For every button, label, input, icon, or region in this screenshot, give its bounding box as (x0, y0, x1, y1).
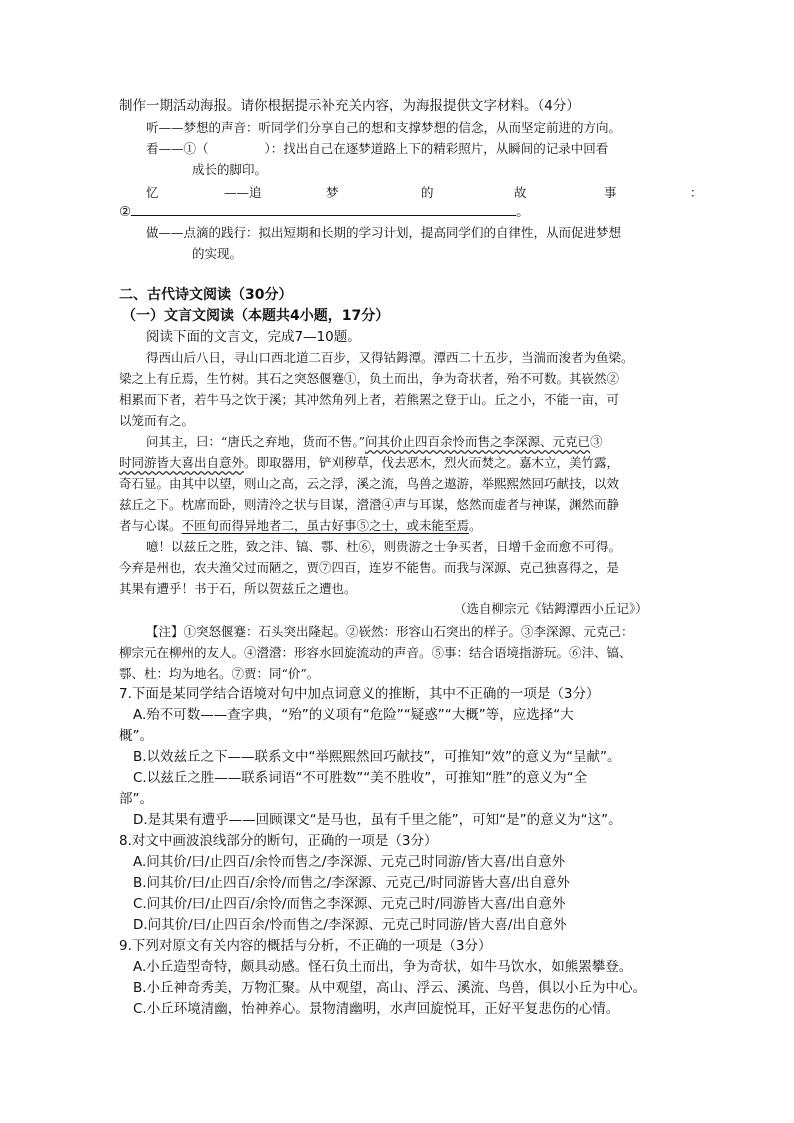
passage-line (146, 433, 603, 451)
poster-blank2-end: 。 (516, 204, 530, 220)
option-c-cont: 部”。 (119, 791, 153, 807)
passage-line: 兹丘之下。枕席而卧，则清泠之状与目谋，瀯瀯④声与耳谋，悠然而虚者与神谋，渊然而静 (119, 497, 620, 512)
poster-look-line (146, 140, 608, 158)
poster-look-rest: ）：找出自己在逐梦道路上下的精彩照片，从瞬间的记录中回看 (264, 141, 609, 156)
passage-plain: 问其主，曰：“唐氏之弃地，货而不售。” (146, 434, 366, 449)
passage-plain: 。即取器用，铲刈秽草，伐去恶木，烈火而焚之。嘉木立，美竹露， (244, 455, 620, 470)
option-a[interactable]: A.问其价/曰/止四百/余怜而售之/李深源、元克己时同游/皆大喜/出自意外 (133, 854, 566, 870)
option-a[interactable]: A.小丘造型奇特，颇具动感。怪石负土而出，争为奇状，如牛马饮水，如熊罴攀登。 (133, 959, 633, 975)
passage-source: （选自柳宗元《钴鉧潭西小丘记》） (454, 601, 648, 616)
passage-plain: 。 (469, 518, 482, 533)
section-instruction: 阅读下面的文言文，完成7—10题。 (146, 329, 361, 345)
passage-line: 噫！以兹丘之胜，致之沣、镐、鄠、杜⑥，则贵游之士争买者，日增千金而愈不可得。 (146, 539, 622, 554)
notes-line: 柳宗元在柳州的友人。④瀯瀯：形容水回旋流动的声音。⑤事：结合语境指游玩。⑥沣、镐、 (119, 645, 632, 660)
poster-recall-4: 故 (514, 185, 527, 200)
notes-line: 鄠、杜：均为地名。⑦贾：同“价”。 (119, 666, 320, 681)
passage-line: 以笼而有之。 (119, 413, 195, 428)
poster-recall-3: 的 (421, 185, 434, 200)
poster-look-cont: 成长的脚印。 (192, 162, 268, 177)
answer-blank-line[interactable] (131, 203, 516, 216)
poster-intro: 制作一期活动海报。请你根据提示补充关内容，为海报提供文字材料。（4分） (119, 98, 580, 114)
question-stem: 9.下列对原文有关内容的概括与分析，不正确的一项是（3分） (119, 938, 492, 954)
passage-line (119, 454, 619, 472)
option-a-cont: 概”。 (119, 728, 153, 744)
poster-blank2-mark: ② (119, 204, 132, 220)
poster-recall-5: 事 (604, 185, 617, 200)
option-b[interactable]: B.小丘神奇秀美，万物汇聚。从中观望，高山、浮云、溪流、鸟兽，俱以小丘为中心。 (133, 980, 647, 996)
notes-line: 【注】①突怒偃蹇：石头突出隆起。②嵚然：形容山石突出的样子。③李深源、元克己： (146, 624, 634, 639)
poster-do-cont: 的实现。 (192, 246, 243, 261)
option-d[interactable]: D.是其果有遭乎——回顾课文“是马也，虽有千里之能”，可知“是”的意义为“这”。 (133, 812, 622, 828)
poster-recall-1: ——追 (224, 185, 262, 200)
passage-line: 得西山后八日，寻山口西北道二百步，又得钴鉧潭。潭西二十五步，当湍而浚者为鱼梁。 (146, 350, 634, 365)
footnote-mark: ③ (590, 434, 603, 449)
passage-line: 今弃是州也，农夫渔父过而陋之，贾⑦四百，连岁不能售。而我与深源、克己独喜得之，是 (119, 560, 620, 575)
poster-recall-0: 忆 (146, 185, 159, 200)
underlined-text: 不匝旬而得异地者二，虽古好事⑤之士，或未能至焉 (181, 518, 470, 533)
poster-do: 做——点滴的践行：拟出短期和长期的学习计划，提高同学们的自律性，从而促进梦想 (146, 225, 622, 240)
section-subtitle: （一）文言文阅读（本题共4小题，17分） (122, 308, 390, 324)
passage-line: 奇石显。由其中以望，则山之高，云之浮，溪之流，鸟兽之遨游，举熙熙然回巧献技，以效 (119, 476, 620, 491)
poster-recall-6: ： (690, 185, 703, 200)
wavy-underlined-text: 问其价止四百余怜而售之李深源、元克已 (365, 434, 591, 449)
option-c[interactable]: C.问其价/曰/止四百/余怜/而售之李深源、元克己时/同游皆大喜/出自意外 (133, 896, 566, 912)
option-c[interactable]: C.以兹丘之胜——联系词语“不可胜数”“美不胜收”，可推知“胜”的意义为“全 (133, 770, 588, 786)
passage-line: 其果有遭乎！书于石，所以贺兹丘之遭也。 (119, 581, 357, 596)
passage-line (119, 517, 482, 535)
option-d[interactable]: D.问其价/曰/止四百余/怜而售之/李深源、元克己时同游/皆大喜/出自意外 (133, 917, 567, 933)
question-stem: 8.对文中画波浪线部分的断句，正确的一项是（3分） (119, 833, 438, 849)
poster-recall-2: 梦 (326, 185, 339, 200)
section-title: 二、古代诗文阅读（30分） (119, 287, 293, 303)
poster-blank2-line (119, 203, 530, 221)
option-b[interactable]: B.问其价/曰/止四百/余怜/而售之/李深源、元克己/时同游皆大喜/出自意外 (133, 875, 570, 891)
poster-listen: 听——梦想的声音：听同学们分享自己的想和支撑梦想的信念，从而坚定前进的方向。 (146, 120, 622, 135)
option-a[interactable]: A.殆不可数——查字典，“殆”的义项有“危险”“疑惑”“大概”等，应选择“大 (133, 707, 574, 723)
passage-line: 相累而下者，若牛马之饮于溪；其冲然角列上者，若熊罴之登于山。丘之小，不能一亩，可 (119, 392, 620, 407)
poster-look-start: 看——①（ (146, 141, 209, 156)
wavy-underlined-text: 时同游皆大喜出自意外 (119, 455, 245, 470)
option-c[interactable]: C.小丘环境清幽，怡神养心。景物清幽明，水声回旋悦耳，正好平复悲伤的心情。 (133, 1001, 620, 1017)
passage-line: 梁之上有丘焉，生竹树。其石之突怒偃蹇①，负土而出，争为奇状者，殆不可数。其嵚然② (119, 371, 620, 386)
question-stem: 7.下面是某同学结合语境对句中加点词意义的推断，其中不正确的一项是（3分） (119, 686, 600, 702)
passage-plain: 者与心谋。 (119, 518, 182, 533)
option-b[interactable]: B.以效兹丘之下——联系文中“举熙熙然回巧献技”，可推知“效”的意义为“呈献”。 (133, 749, 621, 765)
